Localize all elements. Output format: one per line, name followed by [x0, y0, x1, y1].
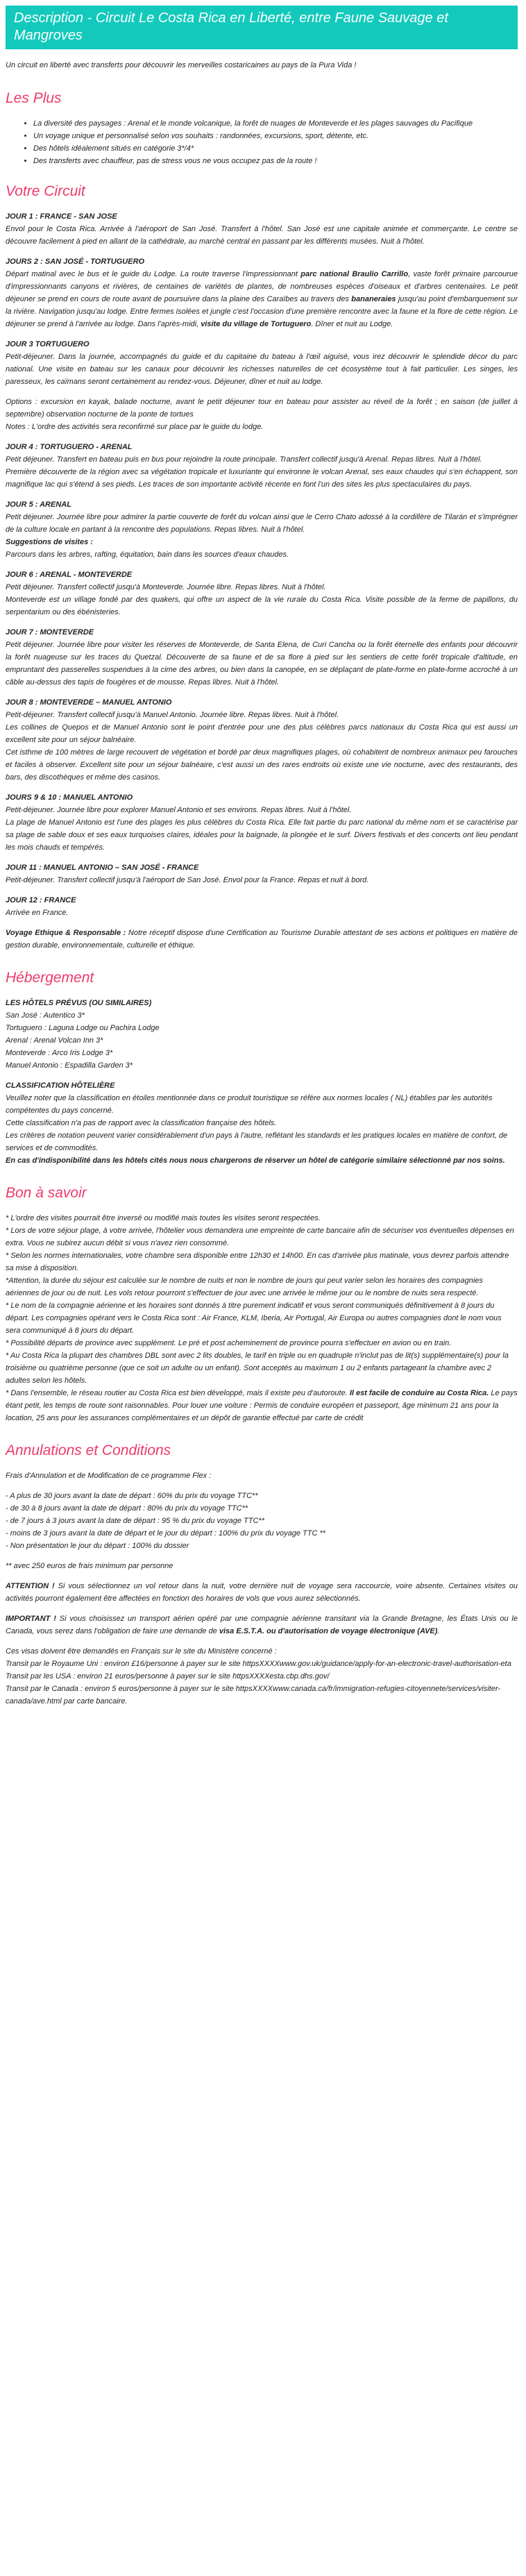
day-5-suggestions-title	[6, 536, 518, 548]
day-9-10	[6, 791, 518, 854]
heading-les-plus: Les Plus	[6, 90, 62, 106]
hotels-block	[6, 997, 518, 1072]
driving-text-b: Le pays étant petit, les temps de route sont raisonnables. Pour louer une voiture : Permis de conduire européen et passeport, âge minimum 21 ans pour la location, 25 ans pour les assurances complémentaires et un dépôt de garantie effectué par carte de crédit	[6, 1389, 518, 1422]
day-1	[6, 210, 518, 248]
visa-line: Transit par le Royaume Uni : environ £16/personne à payer sur le site httpsXXXXwww.gov.uk/guidance/apply-for-an-electronic-travel-authorisation-eta	[6, 1660, 511, 1668]
plus-item: • Des hôtels idéalement situés en catégorie 3*/4*	[33, 142, 518, 155]
day-3-options	[6, 396, 518, 433]
intro-text: Un circuit en liberté avec transferts pour découvrir les merveilles costaricaines au pays de la Pura Vida !	[6, 61, 357, 69]
annulation-intro: Frais d'Annulation et de Modification de ce programme Flex :	[6, 1472, 212, 1480]
bon-item: * Possibilité départs de province avec supplément. Le pré et post acheminement de province pourra s'effectuer en avion ou en train.	[6, 1339, 452, 1347]
heading-votre-circuit: Votre Circuit	[6, 183, 85, 199]
annulation-item: - de 7 jours à 3 jours avant la date de départ : 95 % du prix du voyage TTC**	[6, 1517, 264, 1525]
plus-item: • Des transferts avec chauffeur, pas de stress vous ne vous occupez pas de la route !	[33, 155, 518, 167]
day-11	[6, 861, 518, 886]
hotel-item: San José : Autentico 3*	[6, 1011, 85, 1020]
voyage-ethique-label: Voyage Ethique & Responsable :	[6, 929, 126, 937]
visa-block	[6, 1645, 518, 1708]
day-8-text: Les collines de Quepos et de Manuel Antonio sont le point d'entrée pour une des plus célèbres parcs nationaux du Costa Rica qui est aussi un excellent site pour un séjour balnéaire.	[6, 723, 518, 744]
annulation-item: - moins de 3 jours avant la date de départ et le jour du départ : 100% du prix du voyage TTC **	[6, 1529, 326, 1538]
day-2-text-d: . Dîner et nuit au Lodge.	[311, 320, 393, 328]
visa-line: Transit par le Canada : environ 5 euros/personne à payer sur le site httpsXXXXwww.canada.ca/fr/immigration-refugies-citoyennete/services/visiter-canada/ave.html par carte bancaire.	[6, 1685, 501, 1706]
park-highlight: parc national Braulio Carrillo	[300, 270, 409, 278]
important-text-a: Si vous choisissez un transport aérien opéré par une compagnie aérienne transitant via la Grande Bretagne, les États Unis ou le Canada, vous serez dans l'obligation de faire une demande de	[6, 1615, 518, 1635]
important-label: IMPORTANT !	[6, 1615, 56, 1623]
classification-line: Cette classification n'a pas de rapport avec la classification française des hôtels.	[6, 1119, 277, 1127]
day-6	[6, 569, 518, 618]
day-3	[6, 338, 518, 388]
annulation-list	[6, 1490, 518, 1552]
classification-bold	[6, 1154, 518, 1167]
day-7-text: Petit déjeuner. Journée libre pour visiter les réserves de Monteverde, de Santa Elena, de Curi Cancha ou la forêt éternelle des enfants pour découvrir la forêt nuageuse sur les traces du Quetzal. Découverte de sa faune et de sa flore à pied sur les sentiers de cette forêt tropicale d'altitude, en empruntant des passerelles suspendues à la cime des arbres, ou bien dans la canopée, en se déplaçant de plate-forme en plate-forme accroché à un câble au-dessus des tapis de fougères et de mousse. Repas libres. Nuit à l'hôtel.	[6, 641, 518, 687]
attention-label: ATTENTION !	[6, 1582, 55, 1590]
day-3-text: Petit-déjeuner. Dans la journée, accompagnés du guide et du capitaine du bateau à l'œil aiguisé, vous irez découvrir le splendide décor du parc national. Une visite en bateau sur les canaux pour découvrir les richesses naturelles de cet écosystème tout à fait particulier. Les singes, les paresseux, les caïmans seront certainement au rendez-vous. Déjeuner, dîner et nuit au lodge.	[6, 353, 518, 386]
hotel-item: Manuel Antonio : Espadilla Garden 3*	[6, 1061, 133, 1070]
annulation-note: ** avec 250 euros de frais minimum par personne	[6, 1562, 173, 1570]
bon-item-driving	[6, 1387, 518, 1424]
day-4	[6, 441, 518, 491]
important-text-b: .	[437, 1627, 440, 1635]
voyage-ethique-text: Notre réceptif dispose d'une Certification au Tourisme Durable attestant de ses actions et politiques en matière de gestion durable, environnementale, culturelle et éthique.	[6, 929, 518, 950]
day-2-text	[6, 268, 518, 330]
classification-bold-text: En cas d'indisponibilité dans les hôtels cités nous nous chargerons de réserver un hôtel de catégorie similaire sélectionné par nos soins.	[6, 1156, 505, 1165]
day-2-text-a: Départ matinal avec le bus et le guide du Lodge. La route traverse l'impressionnant	[6, 270, 301, 278]
page-title-banner	[6, 6, 518, 49]
day-5	[6, 498, 518, 561]
hotel-item: Arenal : Arenal Volcan Inn 3*	[6, 1036, 103, 1045]
bon-item: * Selon les normes internationales, votre chambre sera disponible entre 12h30 et 14h00. En cas d'arrivée plus matinale, vous devrez parfois attendre sa mise à disposition.	[6, 1252, 509, 1272]
day-8	[6, 696, 518, 784]
day-9-text: La plage de Manuel Antonio est l'une des plages les plus célèbres du Costa Rica. Elle fait partie du parc national du même nom et se caractérise par sa plage de sable doux et ses eaux turquoises claires, idéales pour la baignade, la plongée et le surf. Divers festivals et des concerts ont lieu pendant les mois chauds et tempérés.	[6, 818, 518, 852]
page-title: Description - Circuit Le Costa Rica en Liberté, entre Faune Sauvage et Mangroves	[14, 10, 448, 43]
day-8-title: JOUR 8 : MONTEVERDE – MANUEL ANTONIO	[6, 698, 172, 707]
village-highlight: visite du village de Tortuguero	[201, 320, 312, 328]
day-1-text: Envol pour le Costa Rica. Arrivée à l'aéroport de San José. Transfert à l'hôtel. San José est une capitale animée et commerçante. Le centre se découvre facilement à pied en allant de la cathédrale, au marché central en passant par les différents musées. Nuit à l'hôtel.	[6, 225, 518, 246]
day-4-title: JOUR 4 : TORTUGUERO - ARENAL	[6, 443, 133, 451]
hotel-item: Tortuguero : Laguna Lodge ou Pachira Lodge	[6, 1024, 160, 1032]
day-8-text: Cet isthme de 100 mètres de large recouvert de végétation et bordé par deux magnifiques plages, où cohabitent de nombreux animaux peu farouches et faciles à observer. Excellent site pour un séjour balnéaire, c'est aussi un des rares endroits où existe une vie nocturne, avec des restaurants, des bars, des discothèques et même des casinos.	[6, 748, 518, 782]
plus-item: • La diversité des paysages : Arenal et le monde volcanique, la forêt de nuages de Monteverde et les plages sauvages du Pacifique	[33, 117, 518, 130]
bon-list	[6, 1212, 518, 1424]
day-7	[6, 626, 518, 689]
bon-item: * Lors de votre séjour plage, à votre arrivée, l'hôtelier vous demandera une empreinte de carte bancaire afin de sécuriser vos éventuelles dépenses en extra. Vous ne subirez aucun débit si vous n'avez rien consommé.	[6, 1227, 514, 1247]
hotel-item: Monteverde : Arco Iris Lodge 3*	[6, 1049, 113, 1057]
bon-item: * L'ordre des visites pourrait être inversé ou modifié mais toutes les visites seront respectées.	[6, 1214, 321, 1222]
attention-notice	[6, 1580, 518, 1605]
heading-bon-a-savoir: Bon à savoir	[6, 1185, 87, 1201]
day-6-text: Petit déjeuner. Transfert collectif jusqu'à Monteverde. Journée libre. Repas libres. Nuit à l'hôtel.	[6, 583, 326, 591]
day-5-text: Petit déjeuner. Journée libre pour admirer la partie couverte de forêt du volcan ainsi que le Cerro Chato adossé à la cordillère de Tilarán et s'imprégner de la culture locale en partant à la rencontre des populations. Repas libres. Nuit à l'hôtel.	[6, 513, 518, 534]
day-6-text: Monteverde est un village fondé par des quakers, qui offre un aspect de la vie rurale du Costa Rica. Visite possible de la ferme de papillons, du serpentarium ou des ébénisteries.	[6, 596, 518, 616]
day-2-text-b: , vaste forêt primaire parcourue d'impressionnants canyons et rivières, de centaines de variétés de plantes, de nombreuses espèces d'oiseaux et d'arbres centenaires. Le petit déjeuner se prend en cours de route avant de poursuivre dans la plaine des Caraïbes au travers des	[6, 270, 518, 303]
day-11-title: JOUR 11 : MANUEL ANTONIO – SAN JOSÉ - FRANCE	[6, 864, 199, 872]
classification-title-text: CLASSIFICATION HÔTELIÈRE	[6, 1081, 115, 1090]
annulation-item: - de 30 à 8 jours avant la date de départ : 80% du prix du voyage TTC**	[6, 1504, 248, 1513]
day-8-text: Petit-déjeuner. Transfert collectif jusqu'à Manuel Antonio. Journée libre. Repas libres. Nuit à l'hôtel.	[6, 711, 339, 719]
classification-block	[6, 1079, 518, 1167]
important-notice	[6, 1613, 518, 1638]
day-4-text: Petit déjeuner. Transfert en bateau puis en bus pour rejoindre la route principale. Transfert collectif jusqu'à Arenal. Repas libres. Nuit à l'hôtel.	[6, 455, 482, 464]
day-6-title: JOUR 6 : ARENAL - MONTEVERDE	[6, 571, 133, 579]
day-2	[6, 255, 518, 330]
heading-hebergement: Hébergement	[6, 970, 94, 986]
day-1-title: JOUR 1 : FRANCE - SAN JOSE	[6, 212, 117, 221]
heading-annulations: Annulations et Conditions	[6, 1442, 171, 1458]
day-12-title: JOUR 12 : FRANCE	[6, 896, 76, 904]
day-3-title: JOUR 3 TORTUGUERO	[6, 340, 90, 348]
voyage-ethique	[6, 927, 518, 952]
annulation-item: - A plus de 30 jours avant la date de départ : 60% du prix du voyage TTC**	[6, 1492, 258, 1500]
annulation-item: - Non présentation le jour du départ : 100% du dossier	[6, 1542, 189, 1550]
day-5-title: JOUR 5 : ARENAL	[6, 500, 71, 509]
driving-text-a: * Dans l'ensemble, le réseau routier au Costa Rica est bien développé, mais il existe peu d'autoroute.	[6, 1389, 350, 1397]
day-12	[6, 894, 518, 919]
day-7-title: JOUR 7 : MONTEVERDE	[6, 628, 94, 637]
day-4-text: Première découverte de la région avec sa végétation tropicale et luxuriante qui environne le volcan Arenal, ses eaux chaudes qui s'en échappent, son magnifique lac qui s'étend à ses pieds. Les traces de son importante activité récente en font l'un des sites les plus spectaculaires du pays.	[6, 468, 518, 489]
plus-item: • Un voyage unique et personnalisé selon vos souhaits : randonnées, excursions, sport, détente, etc.	[33, 130, 518, 142]
suggestions-label: Suggestions de visites :	[6, 538, 93, 546]
day-11-text: Petit-déjeuner. Transfert collectif jusqu'à l'aéroport de San José. Envol pour la France. Repas et nuit à bord.	[6, 876, 369, 884]
hotels-title-text: LES HÔTELS PRÉVUS (OU SIMILAIRES)	[6, 999, 152, 1007]
driving-bold: Il est facile de conduire au Costa Rica.	[349, 1389, 489, 1397]
day-12-text: Arrivée en France.	[6, 909, 69, 917]
hotels-title	[6, 997, 518, 1009]
banana-highlight: bananeraies	[351, 295, 396, 303]
visa-line: Ces visas doivent être demandés en Français sur le site du Ministère concerné :	[6, 1647, 277, 1656]
day-3-note: Notes : L'ordre des activités sera reconfirmé sur place par le guide du lodge.	[6, 423, 264, 431]
day-9-text: Petit-déjeuner. Journée libre pour explorer Manuel Antonio et ses environs. Repas libres. Nuit à l'hôtel.	[6, 806, 352, 814]
visa-line: Transit par les USA : environ 21 euros/personne à payer sur le site httpsXXXXesta.cbp.dhs.gov/	[6, 1672, 330, 1681]
important-bold: visa E.S.T.A. ou d'autorisation de voyage électronique (AVE)	[219, 1627, 438, 1635]
plus-list	[6, 117, 518, 167]
day-2-text-c: jusqu'au point d'embarquement sur la rivière. Navigation jusqu'au lodge. Entre fermes isolées et jungle c'est l'occasion d'une première rencontre avec la faune et la flore de cette région. Le déjeuner se prend à l'arrivée au lodge. Dans l'après-midi,	[6, 295, 518, 328]
classification-line: Veuillez noter que la classification en étoiles mentionnée dans ce produit touristique se réfère aux normes locales ( NL) établies par les autorités compétentes du pays concerné.	[6, 1094, 493, 1115]
bon-item: * Le nom de la compagnie aérienne et les horaires sont donnés à titre purement indicatif et vous seront communiqués définitivement à 8 jours du départ. Les compagnies opérant vers le Costa Rica sont : Air France, KLM, Iberia, Air Portugal, Air Europa ou autres compagnies dont le nom vous sera communiqué à 8 jours du départ.	[6, 1302, 502, 1335]
day-9-title: JOURS 9 & 10 : MANUEL ANTONIO	[6, 793, 133, 802]
attention-text: Si vous sélectionnez un vol retour dans la nuit, votre dernière nuit de voyage sera raccourcie, voire absente. Certaines visites ou activités pourront également être affectées en fonction des horaires de vols que vous aurez sélectionnés.	[6, 1582, 518, 1603]
classification-line: Les critères de notation peuvent varier considérablement d'un pays à l'autre, reflétant les standards et les pratiques locales en matière de confort, de services et de commodités.	[6, 1131, 508, 1152]
day-2-title: JOURS 2 : SAN JOSÉ - TORTUGUERO	[6, 258, 145, 266]
day-5-suggestions: Parcours dans les arbres, rafting, équitation, bain dans les sources d'eaux chaudes.	[6, 550, 289, 559]
classification-title	[6, 1079, 518, 1092]
bon-item: *Attention, la durée du séjour est calculée sur le nombre de nuits et non le nombre de jours qui peut varier selon les horaires des compagnies aériennes de jour ou de nuit. Les vols retour pourront s'effectuer de jour avec une arrivée le même jour ou le nombre de nuits sera respecté.	[6, 1277, 483, 1297]
bon-item: * Au Costa Rica la plupart des chambres DBL sont avec 2 lits doubles, le tarif en triple ou en quadruple n'inclut pas de lit(s) supplémentaire(s) pour la troisième ou quatrième personne (que ce soit un adulte ou un enfant). Sont acceptés au maximum 1 ou 2 enfants partageant la chambre avec 2 adultes selon les hôtels.	[6, 1352, 509, 1385]
day-3-option: Options : excursion en kayak, balade nocturne, avant le petit déjeuner tour en bateau pour assister au réveil de la forêt ; en saison (de juillet à septembre) observation nocturne de la ponte de tortues	[6, 398, 518, 419]
